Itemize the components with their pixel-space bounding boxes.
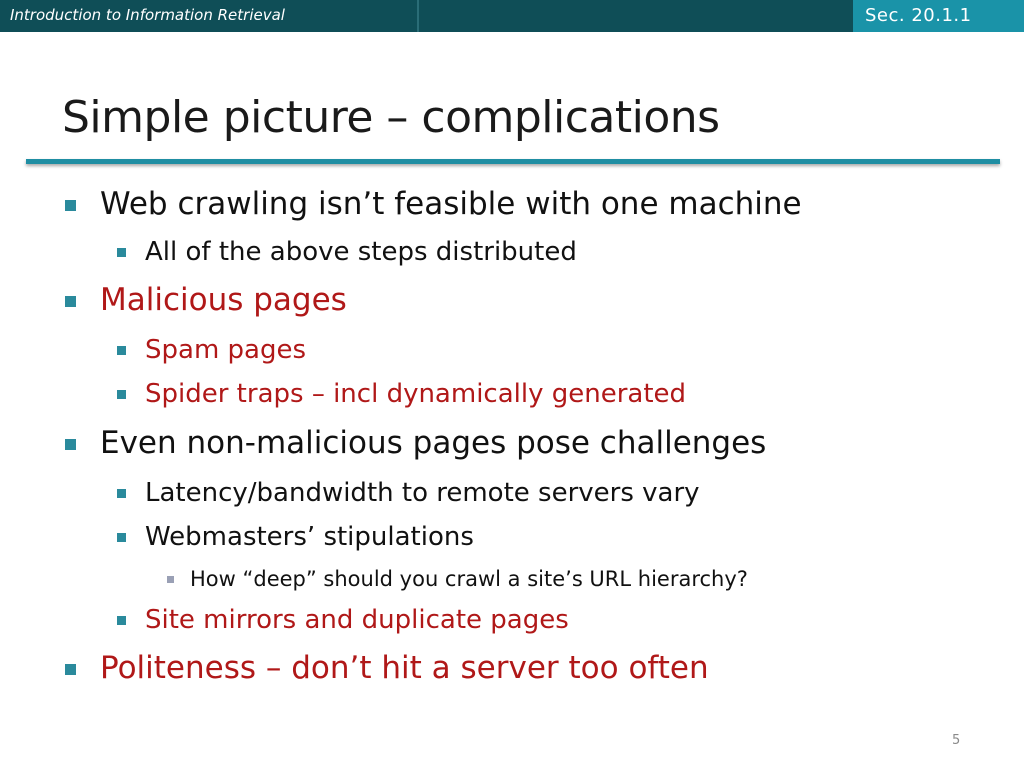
course-title: Introduction to Information Retrieval: [10, 6, 285, 24]
square-bullet-icon: [167, 576, 174, 583]
bullet-text: Even non-malicious pages pose challenges: [100, 425, 767, 461]
bullet-text: Web crawling isn’t feasible with one machine: [100, 186, 802, 222]
square-bullet-icon: [117, 533, 126, 542]
slide-title: Simple picture – complications: [62, 92, 720, 143]
page-number: 5: [952, 733, 961, 748]
square-bullet-icon: [65, 439, 76, 450]
bullet-text: All of the above steps distributed: [145, 237, 577, 267]
sub-bullet-item: [145, 237, 577, 267]
sub-bullet-item: [145, 522, 474, 552]
bullet-text: Webmasters’ stipulations: [145, 522, 474, 552]
sub-bullet-item: [145, 335, 306, 365]
sub-bullet-item: [145, 478, 700, 508]
square-bullet-icon: [117, 248, 126, 257]
bullet-text: Site mirrors and duplicate pages: [145, 605, 569, 635]
square-bullet-icon: [117, 346, 126, 355]
bullet-item: [100, 650, 709, 686]
bullet-text: Latency/bandwidth to remote servers vary: [145, 478, 700, 508]
bullet-text: How “deep” should you crawl a site’s URL hierarchy?: [190, 567, 748, 591]
sub-bullet-item: [145, 379, 686, 409]
bullet-item: [100, 425, 766, 461]
bullet-text: Malicious pages: [100, 282, 347, 318]
sub-bullet-item: [145, 605, 569, 635]
sub-sub-bullet-item: [190, 567, 748, 591]
bullet-item: [100, 186, 802, 222]
square-bullet-icon: [65, 200, 76, 211]
square-bullet-icon: [65, 664, 76, 675]
section-label: Sec. 20.1.1: [865, 5, 972, 26]
square-bullet-icon: [117, 390, 126, 399]
bullet-item: [100, 282, 347, 318]
square-bullet-icon: [117, 616, 126, 625]
square-bullet-icon: [65, 296, 76, 307]
bullet-text: Politeness – don’t hit a server too often: [100, 650, 709, 686]
square-bullet-icon: [117, 489, 126, 498]
bullet-text: Spam pages: [145, 335, 307, 365]
bullet-text: Spider traps – incl dynamically generated: [145, 379, 687, 409]
